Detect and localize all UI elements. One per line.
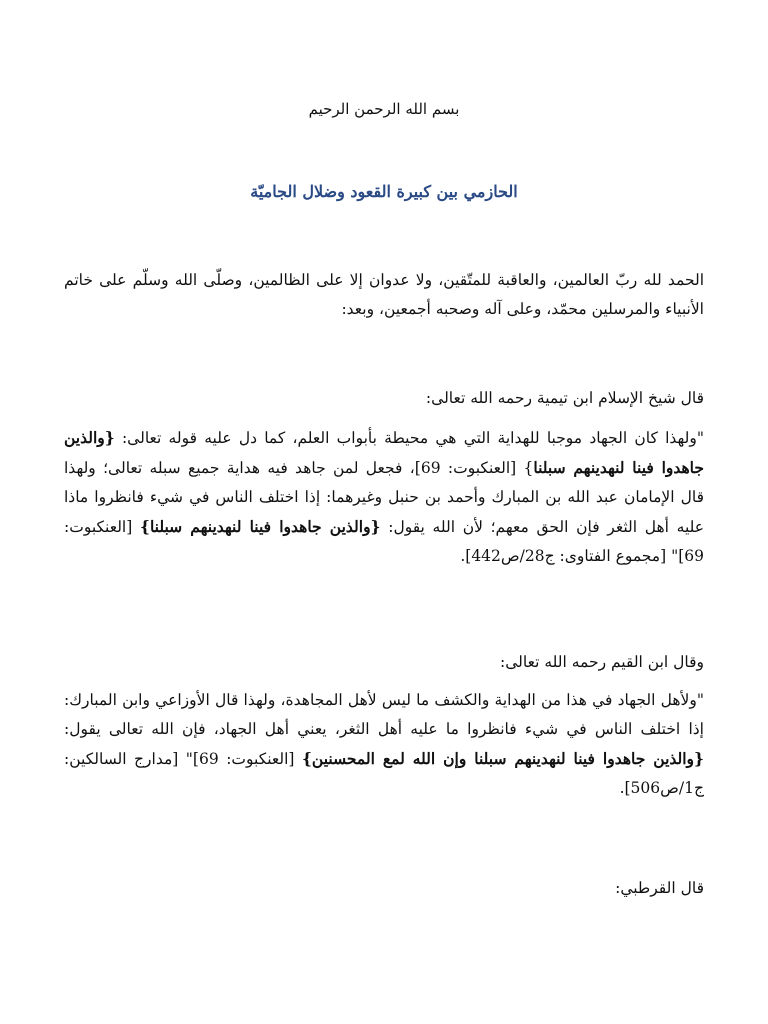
section-1-quote <box>64 423 704 571</box>
section-2-quote <box>64 686 704 803</box>
intro-line-1: الحمد لله ربّ العالمين، والعاقبة للمتّقين، ولا عدوان إلا على الظالمين، وصلّى الله وسلّم على خاتم <box>64 271 704 289</box>
quote-1-line-1-text: "ولهذا كان الجهاد موجبا للهداية التي هي محيطة بأبواب العلم، كما دل عليه قوله تعالى: <box>114 429 704 447</box>
quote-1-line-4-ref: [العنكبوت: <box>64 518 140 536</box>
verse-fragment: {والذين جاهدوا فينا لنهدينهم سبلنا وإن الله لمع المحسنين} <box>301 749 704 768</box>
quote-1-line-2 <box>64 453 704 483</box>
document-title: الحازمي بين كبيرة القعود وضلال الجاميّة <box>250 182 518 201</box>
quote-1-line-3: قال الإمامان عبد الله بن المبارك وأحمد بن حنبل وغيرهما: إذا اختلف الناس في شيء فانظروا ماذا <box>64 488 704 506</box>
intro-paragraph <box>64 266 704 324</box>
quote-1-line-4 <box>64 512 704 542</box>
quote-2-line-2: إذا اختلف الناس في شيء فانظروا ما عليه أهل الثغر، يعني أهل الجهاد، فإن الله تعالى يقول: <box>64 720 704 738</box>
verse-fragment: {والذين جاهدوا فينا لنهدينهم سبلنا} <box>139 517 381 536</box>
basmala: بسم الله الرحمن الرحيم <box>308 100 460 118</box>
section-3-heading: قال القرطبي: <box>615 879 704 897</box>
quote-2-line-3 <box>64 744 704 774</box>
verse-fragment: جاهدوا فينا لنهدينهم سبلنا <box>533 458 704 477</box>
intro-line-2: الأنبياء والمرسلين محمّد، وعلى آله وصحبه أجمعين، وبعد: <box>341 300 704 318</box>
quote-2-line-4: ج1/ص506]. <box>619 779 704 797</box>
quote-2-line-3-ref: [العنكبوت: 69]" [مدارج السالكين: <box>64 750 302 768</box>
verse-fragment: {والذين <box>64 428 115 447</box>
quote-1-line-5: 69]" [مجموع الفتاوى: ج28/ص442]. <box>460 547 704 565</box>
quote-2-line-1: "ولأهل الجهاد في هذا من الهداية والكشف ما ليس لأهل المجاهدة، ولهذا قال الأوزاعي وابن المبارك: <box>64 691 704 709</box>
section-1-heading: قال شيخ الإسلام ابن تيمية رحمه الله تعالى: <box>425 389 704 407</box>
quote-1-line-2-text: } [العنكبوت: 69]، فجعل لمن جاهد فيه هداية جميع سبله تعالى؛ ولهذا <box>64 459 534 477</box>
quote-1-line-4-text: عليه أهل الثغر فإن الحق معهم؛ لأن الله يقول: <box>380 518 704 536</box>
quote-1-line-1 <box>64 423 704 453</box>
section-2-heading: وقال ابن القيم رحمه الله تعالى: <box>500 653 704 671</box>
